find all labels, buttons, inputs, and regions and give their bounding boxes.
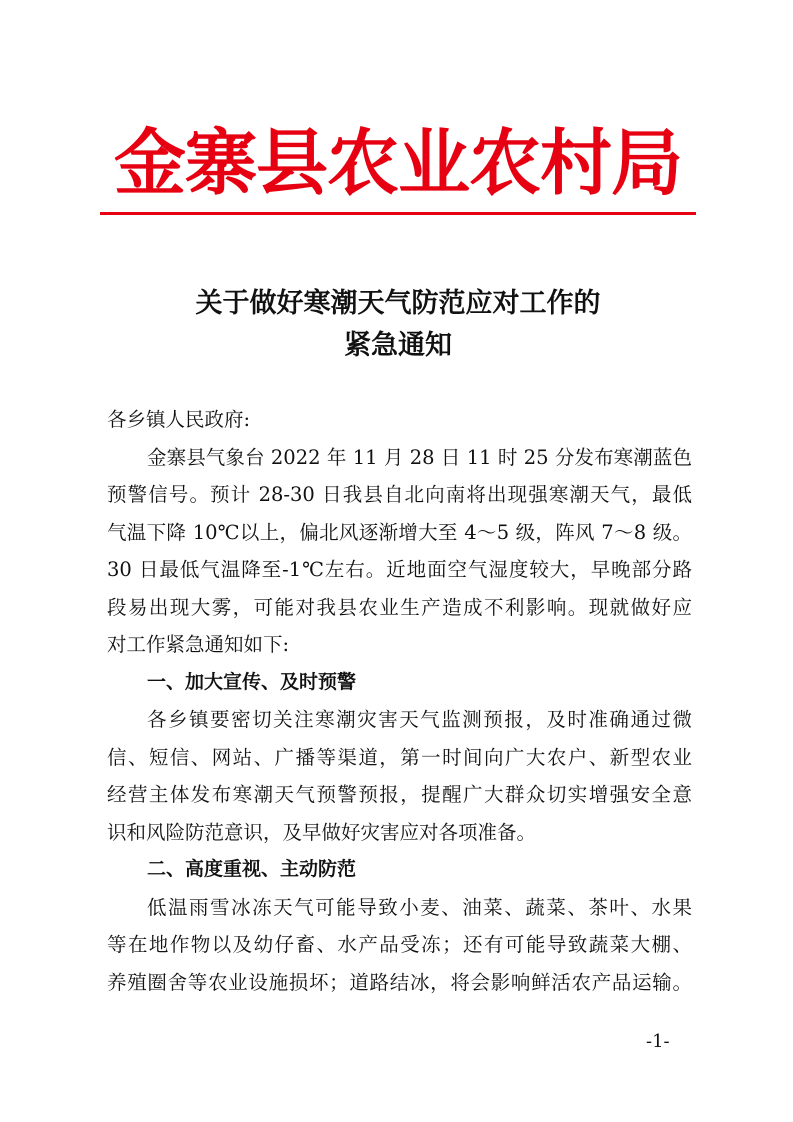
document-title-line-1: 关于做好寒潮天气防范应对工作的 [195, 288, 601, 319]
paragraph-line: 经营主体发布寒潮天气预警预报，提醒广大群众切实增强安全意 [107, 783, 692, 806]
salutation [107, 401, 692, 439]
paragraph-line: 对工作紧急通知如下: [107, 633, 290, 656]
document-title-line-2: 紧急通知 [344, 330, 452, 361]
paragraph-line: 信、短信、网站、广播等渠道，第一时间向广大农户、新型农业 [107, 745, 692, 769]
paragraph-line: 识和风险防范意识，及早做好灾害应对各项准备。 [107, 820, 537, 844]
paragraph-line: 30 日最低气温降至-1℃左右。近地面空气湿度较大，早晚部分路 [107, 558, 692, 581]
paragraph-line: 养殖圈舍等农业设施损坏；道路结冰，将会影响鲜活农产品运输。 [107, 970, 692, 994]
paragraph-line: 预警信号。预计 28-30 日我县自北向南将出现强寒潮天气，最低 [107, 483, 692, 506]
section-2-paragraph [107, 889, 692, 1002]
paragraph-line: 段易出现大雾，可能对我县农业生产造成不利影响。现就做好应 [107, 595, 692, 619]
section-1-paragraph [107, 701, 692, 851]
paragraph-line: 等在地作物以及幼仔畜、水产品受冻；还有可能导致蔬菜大棚、 [107, 933, 692, 956]
paragraph-line: 低温雨雪冰冻天气可能导致小麦、油菜、蔬菜、茶叶、水果 [147, 895, 692, 919]
document-title [100, 283, 696, 367]
section-1-heading: 一、加大宣传、及时预警 [147, 670, 357, 693]
paragraph-line: 气温下降 10℃以上，偏北风逐渐增大至 4～5 级，阵风 7～8 级。 [107, 520, 692, 544]
document-body [107, 401, 692, 1001]
red-divider-line [100, 212, 696, 215]
paragraph-line: 金寨县气象台 2022 年 11 月 28 日 11 时 25 分发布寒潮蓝色 [147, 445, 692, 469]
paragraph-line: 各乡镇要密切关注寒潮灾害天气监测预报，及时准确通过微 [147, 708, 692, 731]
org-header: 金寨县农业农村局 [113, 121, 682, 205]
page-number: -1- [646, 1031, 670, 1052]
salutation-text: 各乡镇人民政府: [107, 408, 251, 431]
section-2-heading: 二、高度重视、主动防范 [147, 858, 357, 880]
intro-paragraph [107, 439, 692, 664]
